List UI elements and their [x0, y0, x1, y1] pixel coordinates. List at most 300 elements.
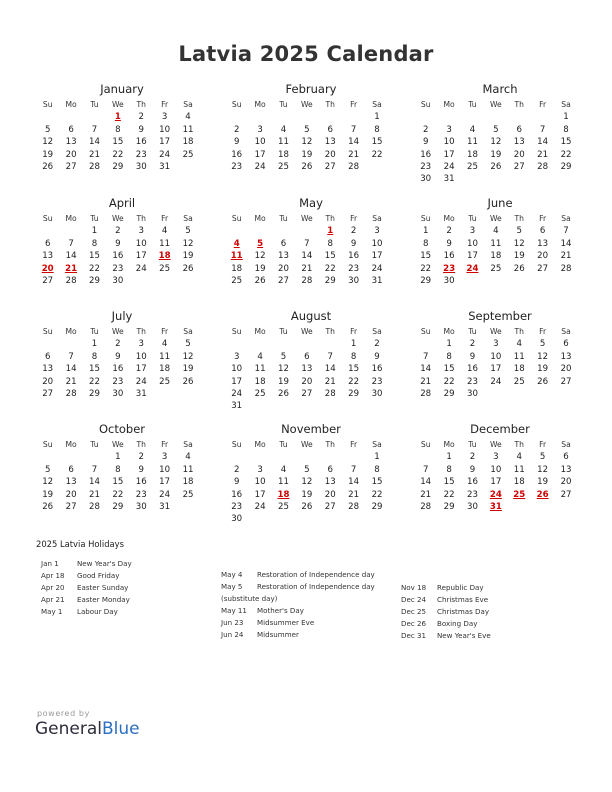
holiday-day: 23	[443, 263, 456, 274]
weekday-header: Mo	[443, 327, 455, 336]
day: 8	[374, 464, 380, 475]
day: 30	[371, 388, 383, 399]
day: 5	[304, 124, 310, 135]
day: 26	[301, 501, 313, 512]
day: 31	[231, 401, 243, 412]
day: 18	[182, 477, 194, 488]
day: 29	[112, 501, 124, 512]
day: 21	[560, 251, 572, 262]
day: 8	[374, 124, 380, 135]
empty-day	[414, 451, 437, 463]
day: 23	[231, 161, 243, 172]
holiday-name: New Year's Day	[77, 559, 132, 568]
day: 22	[560, 149, 572, 160]
weekday-header: Mo	[254, 100, 266, 109]
empty-day	[59, 451, 82, 463]
day: 17	[135, 364, 147, 375]
month-grid	[414, 439, 578, 513]
holiday-day: 31	[489, 501, 502, 512]
day: 23	[135, 489, 147, 500]
day: 7	[350, 124, 357, 135]
holiday-name: Midsummer	[257, 630, 299, 639]
day: 10	[490, 464, 502, 475]
day: 30	[135, 161, 147, 172]
weekday-header: Su	[420, 440, 431, 449]
day: 10	[467, 238, 478, 249]
weekday-header: Sa	[372, 214, 382, 223]
day: 6	[280, 238, 287, 249]
day: 8	[91, 351, 98, 362]
holiday-row	[41, 606, 132, 618]
holiday-day: 1	[327, 226, 334, 237]
empty-day	[225, 111, 248, 123]
empty-day	[319, 451, 342, 463]
day: 29	[443, 388, 455, 399]
day: 2	[374, 339, 380, 350]
month-april	[36, 196, 200, 287]
day: 14	[65, 251, 77, 262]
day: 31	[159, 161, 171, 172]
day: 27	[324, 501, 336, 512]
holiday-date: Apr 20	[41, 583, 65, 592]
day: 31	[135, 388, 147, 399]
day: 9	[115, 238, 121, 249]
month-name: January	[100, 82, 144, 96]
holiday-date: Jan 1	[41, 559, 59, 568]
day: 30	[231, 514, 243, 525]
brand-logo	[35, 719, 140, 739]
weekday-header: Su	[42, 327, 53, 336]
day: 18	[231, 263, 243, 274]
day: 8	[422, 238, 429, 249]
day: 24	[135, 376, 147, 387]
day: 27	[324, 161, 336, 172]
day: 18	[467, 149, 478, 160]
holiday-row	[221, 581, 375, 593]
empty-day	[414, 111, 437, 123]
day: 3	[493, 452, 499, 463]
holiday-date: Jun 23	[221, 618, 244, 627]
day: 5	[280, 351, 287, 362]
holiday-name: New Year's Eve	[437, 631, 491, 640]
holiday-day: 11	[230, 251, 243, 262]
weekday-header: Mo	[254, 440, 266, 449]
day: 4	[257, 351, 263, 362]
weekday-header: Th	[325, 214, 335, 223]
day: 13	[65, 477, 77, 488]
day: 20	[560, 477, 572, 488]
month-grid	[414, 213, 578, 287]
day: 17	[490, 477, 502, 488]
day: 1	[350, 339, 357, 350]
day: 14	[324, 364, 336, 375]
holiday-date: Apr 21	[41, 595, 65, 604]
holiday-day: 4	[233, 238, 240, 249]
month-name: October	[98, 422, 146, 436]
day: 4	[280, 124, 287, 135]
month-march	[414, 82, 578, 186]
day: 3	[469, 226, 476, 237]
day: 21	[348, 489, 360, 500]
weekday-header: Sa	[372, 440, 382, 449]
day: 10	[254, 477, 266, 488]
day: 17	[135, 251, 147, 262]
page-title: Latvia 2025 Calendar	[178, 42, 434, 66]
empty-day	[461, 111, 484, 123]
weekday-header: We	[300, 327, 313, 336]
holiday-column	[41, 558, 132, 618]
day: 22	[348, 376, 360, 387]
brand-blue: Blue	[102, 719, 140, 739]
day: 9	[374, 351, 380, 362]
weekday-header: Su	[420, 327, 431, 336]
day: 26	[254, 275, 266, 286]
day: 27	[560, 489, 572, 500]
empty-day	[83, 111, 106, 123]
weekday-header: Tu	[279, 100, 288, 109]
holiday-date: Jun 24	[221, 630, 244, 639]
weekday-header: We	[111, 100, 124, 109]
day: 23	[135, 149, 147, 160]
weekday-header: Fr	[539, 327, 547, 336]
day: 9	[115, 351, 121, 362]
day: 2	[233, 464, 240, 475]
month-grid	[36, 213, 200, 287]
day: 22	[112, 149, 124, 160]
empty-day	[225, 451, 248, 463]
day: 29	[324, 275, 336, 286]
day: 23	[420, 161, 432, 172]
day: 3	[233, 351, 240, 362]
holiday-name: (substitute day)	[221, 594, 278, 603]
day: 21	[420, 489, 432, 500]
day: 6	[516, 124, 522, 135]
empty-day	[36, 111, 59, 123]
day: 15	[89, 251, 100, 262]
holiday-row	[41, 594, 132, 606]
empty-day	[295, 111, 318, 123]
day: 16	[371, 364, 383, 375]
day: 22	[89, 376, 100, 387]
day: 24	[159, 489, 171, 500]
day: 14	[560, 238, 572, 249]
weekday-header: We	[489, 440, 502, 449]
empty-day	[248, 111, 271, 123]
day: 14	[420, 477, 432, 488]
weekday-header: Tu	[279, 214, 288, 223]
holiday-date: Dec 24	[401, 595, 427, 604]
day: 16	[112, 364, 124, 375]
holiday-date: May 11	[221, 606, 247, 615]
day: 12	[490, 137, 502, 148]
day: 15	[443, 364, 455, 375]
day: 18	[182, 137, 194, 148]
weekday-header: Sa	[561, 100, 571, 109]
day: 10	[135, 351, 147, 362]
empty-day	[272, 338, 295, 350]
empty-day	[59, 111, 82, 123]
weekday-header: Sa	[183, 214, 193, 223]
day: 17	[254, 149, 266, 160]
day: 28	[324, 388, 336, 399]
day: 29	[89, 275, 100, 286]
holiday-name: Easter Monday	[77, 595, 130, 604]
day: 18	[278, 149, 289, 160]
day: 5	[516, 226, 522, 237]
weekday-header: Fr	[350, 440, 358, 449]
day: 3	[161, 112, 168, 123]
day: 1	[422, 226, 429, 237]
day: 17	[231, 376, 243, 387]
day: 15	[420, 251, 432, 262]
day: 10	[254, 137, 266, 148]
day: 17	[159, 137, 171, 148]
holiday-name: Boxing Day	[437, 619, 478, 628]
month-name: September	[468, 309, 532, 323]
empty-day	[342, 111, 365, 123]
day: 27	[513, 161, 525, 172]
empty-day	[36, 338, 59, 350]
day: 4	[516, 452, 522, 463]
day: 13	[513, 137, 525, 148]
weekday-header: Th	[136, 440, 146, 449]
day: 9	[138, 124, 144, 135]
day: 2	[469, 339, 476, 350]
weekday-header: Mo	[254, 327, 266, 336]
weekday-header: Tu	[468, 214, 477, 223]
day: 16	[420, 149, 432, 160]
day: 4	[185, 452, 191, 463]
day: 27	[42, 388, 54, 399]
day: 25	[182, 489, 194, 500]
day: 18	[159, 364, 171, 375]
day: 24	[371, 263, 383, 274]
day: 17	[490, 364, 502, 375]
day: 11	[182, 124, 194, 135]
day: 16	[231, 489, 243, 500]
day: 29	[560, 161, 572, 172]
day: 12	[537, 351, 549, 362]
day: 16	[231, 149, 243, 160]
empty-day	[83, 451, 106, 463]
day: 31	[443, 174, 455, 185]
month-august	[225, 309, 389, 413]
day: 15	[371, 137, 383, 148]
holiday-name: Christmas Day	[437, 607, 490, 616]
day: 16	[467, 364, 478, 375]
day: 22	[420, 263, 432, 274]
day: 10	[135, 238, 147, 249]
month-name: June	[487, 196, 513, 210]
month-december	[414, 422, 578, 513]
weekday-header: Th	[514, 214, 524, 223]
weekday-header: Mo	[65, 327, 77, 336]
day: 23	[371, 376, 383, 387]
day: 11	[513, 464, 525, 475]
empty-day	[342, 451, 365, 463]
holiday-row	[401, 630, 491, 642]
holiday-column	[221, 569, 375, 641]
day: 31	[159, 501, 171, 512]
day: 28	[420, 501, 432, 512]
day: 21	[89, 149, 100, 160]
day: 5	[304, 464, 310, 475]
holiday-day: 1	[114, 112, 121, 123]
weekday-header: Tu	[90, 100, 99, 109]
day: 12	[537, 464, 549, 475]
empty-day	[272, 451, 295, 463]
day: 14	[348, 137, 360, 148]
day: 25	[159, 263, 171, 274]
weekday-header: Th	[136, 100, 146, 109]
month-name: August	[290, 309, 332, 323]
empty-day	[414, 338, 437, 350]
day: 1	[374, 112, 380, 123]
day: 23	[112, 263, 124, 274]
weekday-header: We	[489, 327, 502, 336]
holiday-date: May 4	[221, 570, 243, 579]
day: 15	[371, 477, 383, 488]
day: 5	[185, 226, 191, 237]
day: 19	[537, 364, 549, 375]
day: 6	[327, 124, 333, 135]
day: 3	[138, 339, 144, 350]
weekday-header: Su	[420, 214, 431, 223]
weekday-header: Tu	[468, 440, 477, 449]
day: 26	[42, 161, 54, 172]
day: 8	[115, 124, 121, 135]
day: 25	[278, 501, 289, 512]
day: 24	[231, 388, 243, 399]
day: 23	[467, 489, 478, 500]
brand-general: General	[35, 719, 102, 739]
day: 26	[537, 376, 549, 387]
day: 18	[490, 251, 502, 262]
day: 1	[446, 339, 452, 350]
day: 5	[44, 124, 51, 135]
day: 22	[324, 263, 336, 274]
holiday-day: 24	[466, 263, 479, 274]
day: 1	[563, 112, 569, 123]
day: 20	[513, 149, 525, 160]
month-name: May	[299, 196, 323, 210]
day: 11	[278, 477, 289, 488]
weekday-header: Sa	[183, 100, 193, 109]
day: 12	[182, 351, 194, 362]
day: 13	[42, 364, 54, 375]
weekday-header: Su	[231, 214, 242, 223]
holiday-day: 21	[65, 263, 78, 274]
weekday-header: Sa	[561, 327, 571, 336]
day: 7	[91, 124, 98, 135]
day: 10	[490, 351, 502, 362]
month-july	[36, 309, 200, 400]
day: 21	[89, 489, 100, 500]
day: 21	[65, 376, 77, 387]
month-january	[36, 82, 200, 173]
day: 15	[560, 137, 572, 148]
day: 11	[278, 137, 289, 148]
day: 14	[301, 251, 313, 262]
holiday-date: Dec 25	[401, 607, 427, 616]
holiday-name: Restoration of Independence day	[257, 582, 375, 591]
day: 6	[327, 464, 333, 475]
day: 30	[112, 275, 124, 286]
holiday-day: 24	[489, 489, 502, 500]
day: 8	[446, 464, 452, 475]
day: 3	[161, 452, 168, 463]
day: 30	[467, 501, 478, 512]
holiday-name: Restoration of Independence day	[257, 570, 375, 579]
holiday-row	[221, 629, 375, 641]
empty-day	[531, 111, 554, 123]
day: 17	[443, 149, 455, 160]
day: 24	[135, 263, 147, 274]
day: 29	[371, 501, 383, 512]
weekday-header: Sa	[561, 214, 571, 223]
weekday-header: Th	[136, 214, 146, 223]
day: 8	[115, 464, 121, 475]
day: 19	[537, 477, 549, 488]
day: 28	[348, 161, 360, 172]
day: 6	[44, 238, 51, 249]
day: 20	[537, 251, 549, 262]
day: 11	[513, 351, 525, 362]
weekday-header: Th	[514, 440, 524, 449]
month-grid	[225, 99, 389, 173]
day: 2	[233, 124, 240, 135]
day: 5	[539, 339, 546, 350]
month-name: November	[281, 422, 341, 436]
day: 21	[348, 149, 360, 160]
day: 7	[304, 238, 310, 249]
day: 1	[91, 226, 98, 237]
empty-day	[508, 111, 531, 123]
day: 30	[420, 174, 432, 185]
powered-by-label: powered by	[37, 709, 90, 718]
day: 20	[65, 149, 77, 160]
weekday-header: Sa	[372, 327, 382, 336]
day: 15	[443, 477, 455, 488]
day: 13	[42, 251, 54, 262]
day: 12	[42, 137, 54, 148]
month-february	[225, 82, 389, 173]
day: 9	[469, 351, 476, 362]
day: 13	[537, 238, 549, 249]
holiday-column	[401, 582, 491, 642]
weekday-header: Tu	[90, 327, 99, 336]
weekday-header: Mo	[65, 440, 77, 449]
month-name: February	[285, 82, 337, 96]
day: 15	[324, 251, 336, 262]
day: 13	[324, 137, 336, 148]
day: 15	[348, 364, 360, 375]
day: 3	[446, 124, 452, 135]
day: 11	[467, 137, 478, 148]
day: 7	[539, 124, 546, 135]
weekday-header: Th	[325, 440, 335, 449]
day: 27	[42, 275, 54, 286]
day: 27	[301, 388, 313, 399]
month-name: July	[111, 309, 133, 323]
empty-day	[248, 225, 271, 237]
day: 7	[422, 351, 429, 362]
day: 1	[446, 452, 452, 463]
holiday-date: Nov 18	[401, 583, 427, 592]
day: 23	[467, 376, 478, 387]
month-grid	[225, 439, 389, 526]
month-grid	[36, 326, 200, 400]
